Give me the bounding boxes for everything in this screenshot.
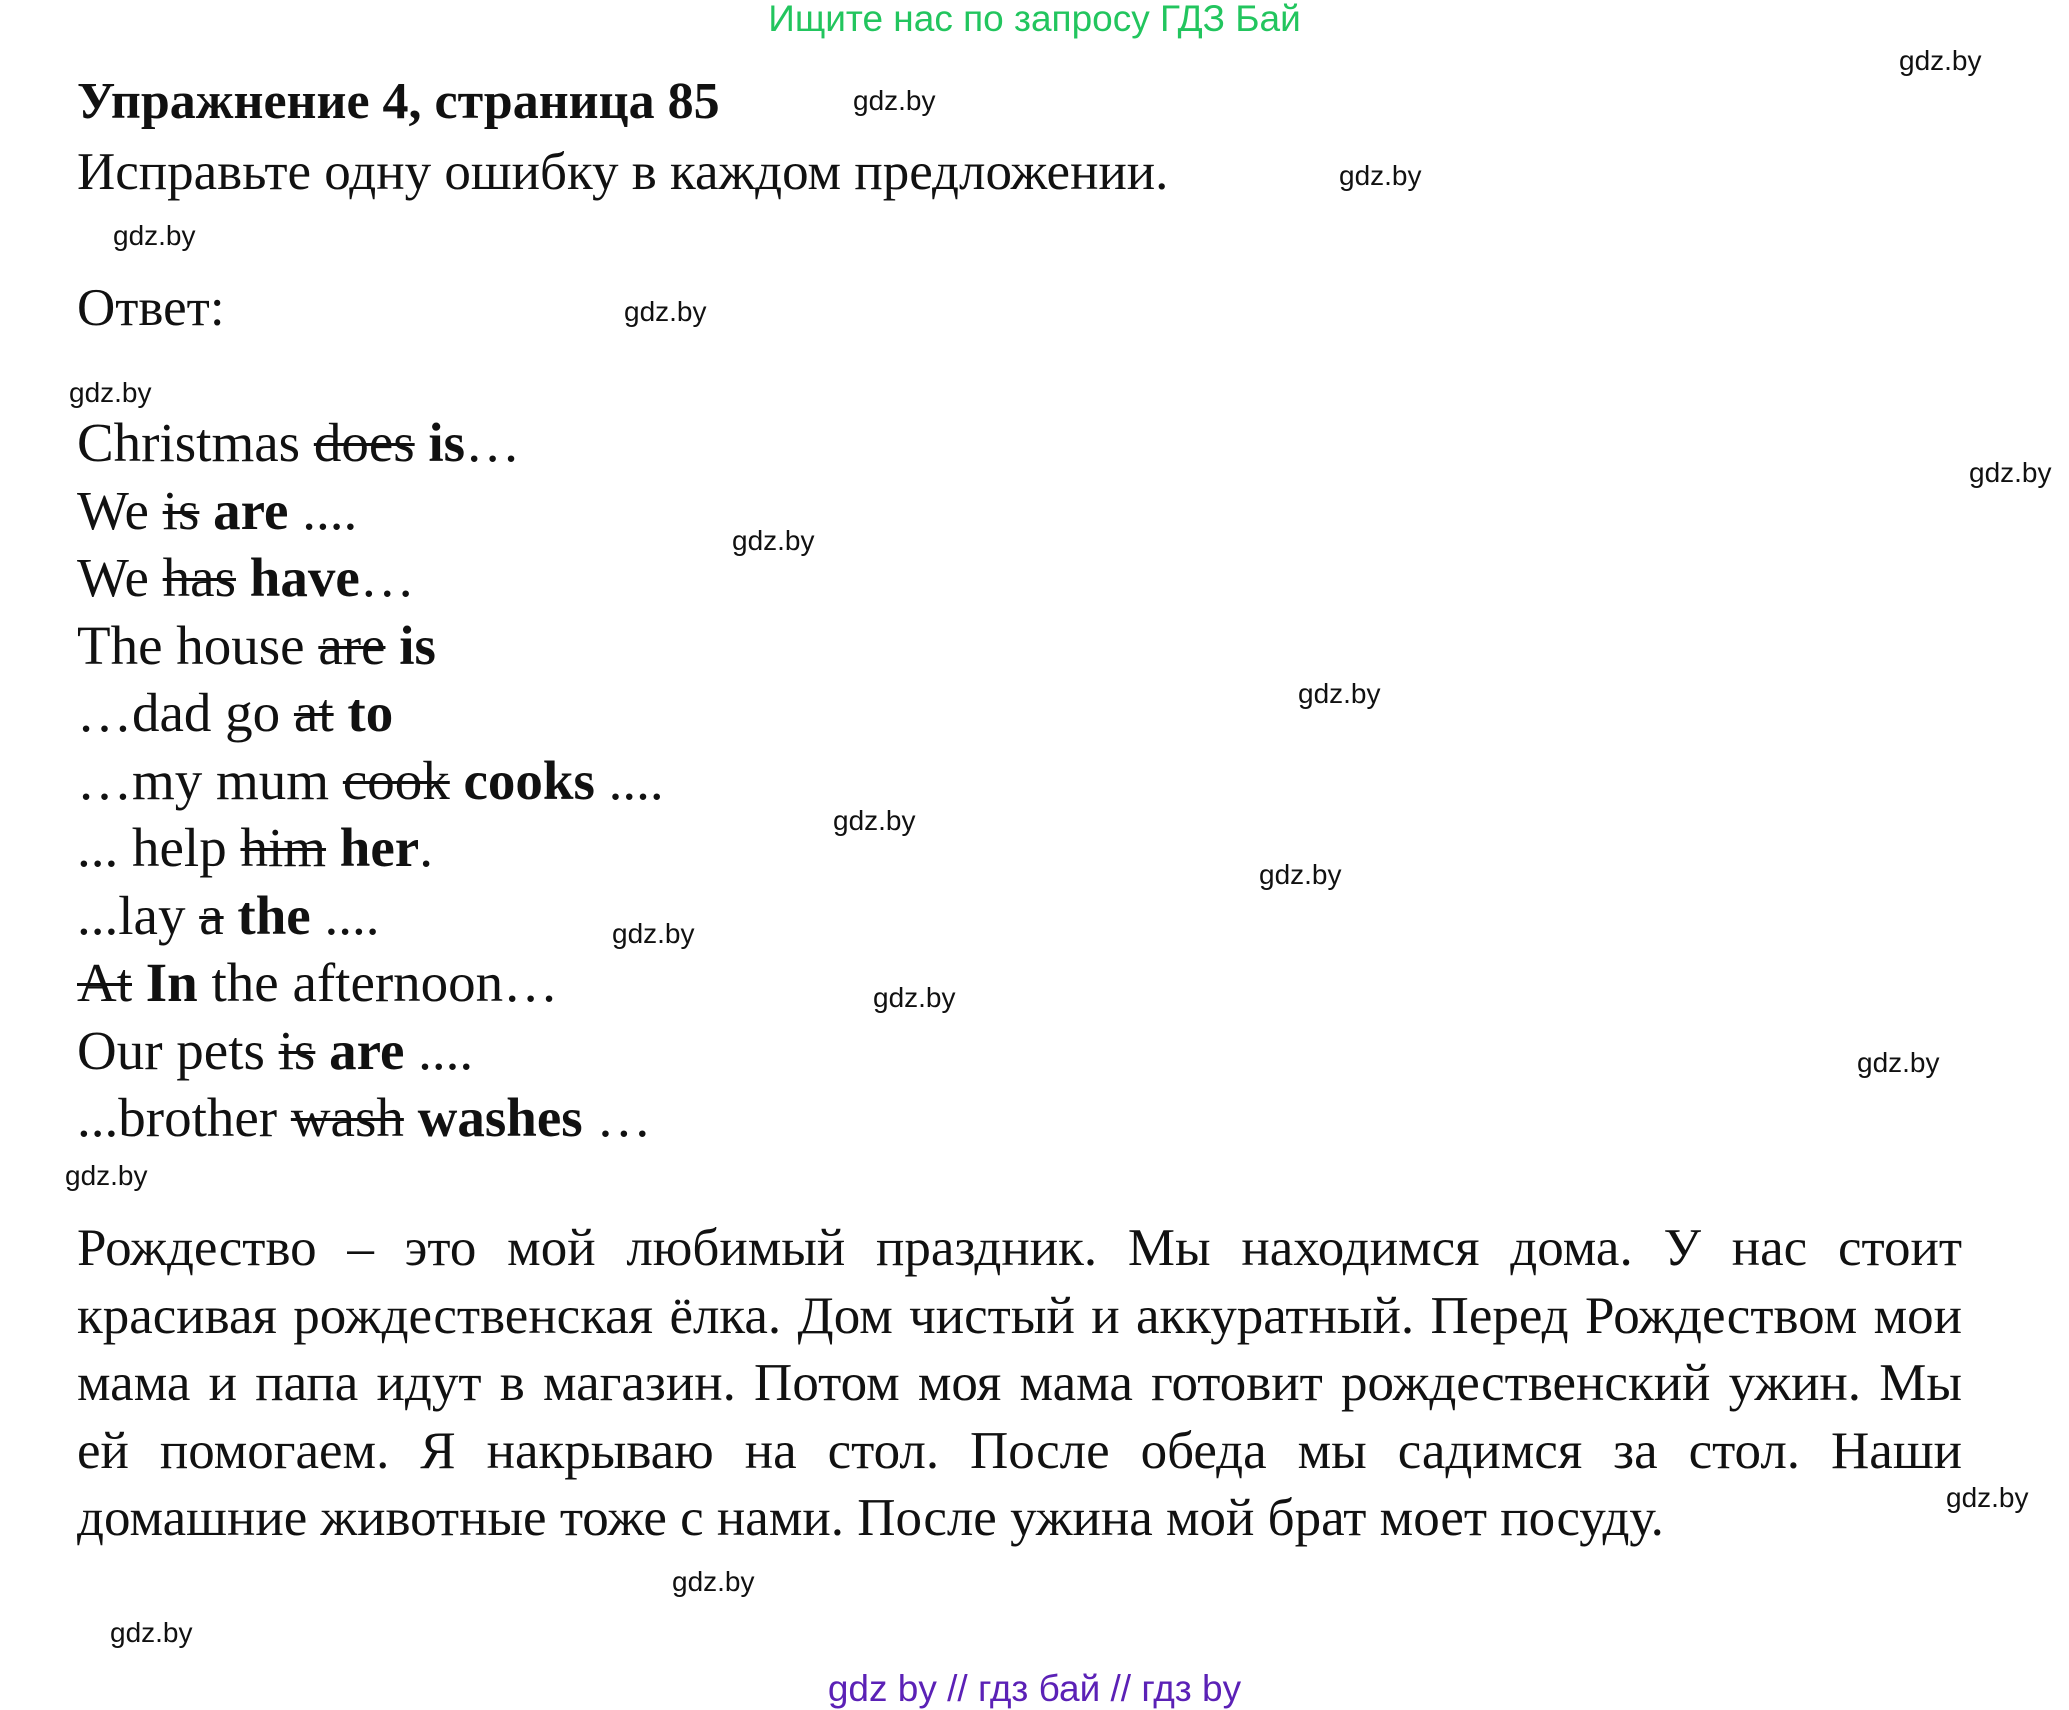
corrected-word: washes — [417, 1087, 583, 1148]
correction-line: ... help him her. — [77, 817, 433, 878]
correction-line: ...brother wash washes … — [77, 1087, 652, 1148]
footer-watermark: gdz by // гдз бай // гдз by — [827, 1668, 1242, 1709]
corrected-word: is — [399, 614, 436, 676]
corrections-list — [77, 409, 664, 1152]
corrected-word: are — [329, 1019, 405, 1081]
wrong-word: a — [199, 884, 224, 946]
wrong-word: has — [162, 547, 236, 608]
wrong-word: cook — [342, 749, 450, 811]
wrong-word: at — [293, 682, 334, 743]
watermark: gdz.by — [65, 1160, 148, 1191]
correction-line: The house are is — [77, 614, 436, 676]
corrected-word: have — [249, 547, 360, 608]
watermark: gdz.by — [853, 85, 936, 116]
watermark: gdz.by — [1857, 1047, 1940, 1078]
watermark: gdz.by — [1946, 1482, 2029, 1513]
search-hint-banner: Ищите нас по запросу ГДЗ Бай — [768, 0, 1301, 39]
watermark: gdz.by — [672, 1566, 755, 1597]
watermark: gdz.by — [624, 296, 707, 327]
wrong-word: does — [313, 412, 415, 473]
wrong-word: wash — [290, 1087, 404, 1148]
correction-line: At In the afternoon… — [77, 952, 559, 1013]
wrong-word: are — [318, 614, 386, 676]
corrected-word: the — [237, 884, 311, 946]
wrong-word: is — [278, 1019, 316, 1081]
correction-line: …my mum cook cooks .... — [77, 749, 664, 811]
correction-line: Our pets is are .... — [77, 1019, 474, 1081]
watermark: gdz.by — [612, 918, 695, 949]
corrected-word: cooks — [463, 749, 595, 811]
correction-line: ...lay a the .... — [77, 884, 380, 946]
answer-label: Ответ: — [77, 279, 225, 337]
corrected-word: are — [213, 479, 289, 541]
exercise-instruction: Исправьте одну ошибку в каждом предложении. — [77, 143, 1169, 201]
correction-line: We has have… — [77, 547, 415, 608]
correction-line: Christmas does is… — [77, 412, 521, 473]
watermark: gdz.by — [1298, 678, 1381, 709]
correction-line: …dad go at to — [77, 682, 394, 743]
wrong-word: At — [77, 952, 132, 1013]
wrong-word: him — [240, 817, 327, 878]
watermark: gdz.by — [69, 377, 152, 408]
corrected-word: to — [347, 682, 394, 743]
corrected-word: is — [428, 412, 466, 473]
exercise-title: Упражнение 4, страница 85 — [77, 73, 720, 130]
corrected-word: In — [145, 952, 198, 1013]
russian-translation: Рождество – это мой любимый праздник. Мы находимся дома. У нас стоит красивая рождественская ёлка. Дом чистый и аккуратный. Перед Рождеством мои мама и папа идут в магазин. Потом моя мама готовит рождественский ужин. Мы ей помогаем. Я накрываю на стол. После обеда мы садимся за стол. Наши домашние животные тоже с нами. После ужина мой брат моет посуду. — [77, 1219, 1962, 1547]
corrected-word: her — [339, 817, 420, 878]
watermark: gdz.by — [732, 525, 815, 556]
watermark: gdz.by — [873, 982, 956, 1013]
watermark: gdz.by — [833, 805, 916, 836]
watermark: gdz.by — [1899, 45, 1982, 76]
watermark: gdz.by — [113, 220, 196, 251]
watermark: gdz.by — [110, 1617, 193, 1648]
correction-line: We is are .... — [77, 479, 358, 541]
wrong-word: is — [162, 479, 200, 541]
watermark: gdz.by — [1259, 859, 1342, 890]
watermark: gdz.by — [1969, 457, 2052, 488]
watermark: gdz.by — [1339, 160, 1422, 191]
